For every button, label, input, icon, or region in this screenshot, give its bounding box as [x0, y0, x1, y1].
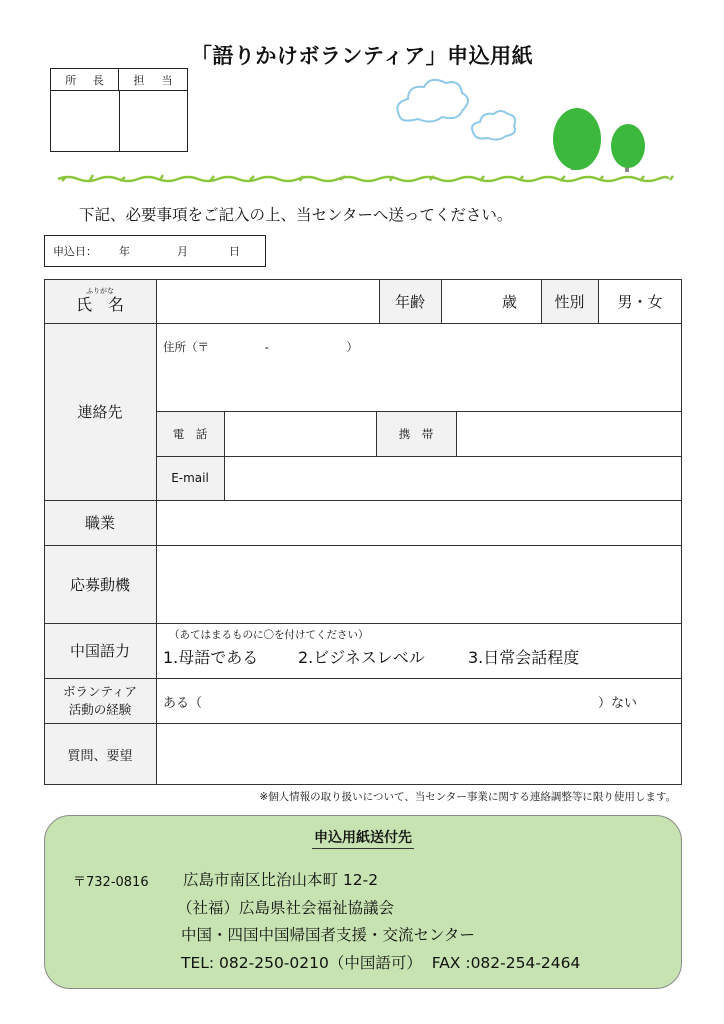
- year-label: 年: [119, 245, 130, 258]
- cloud-icon: [472, 111, 515, 140]
- contact-label: 連絡先: [44, 323, 156, 500]
- gender-options[interactable]: 男・女: [617, 292, 663, 311]
- instruction-text: 下記、必要事項をご記入の上、当センターへ送ってください。: [79, 206, 513, 224]
- destination-title: 申込用紙送付先: [45, 827, 681, 847]
- phone-label: 電 話: [156, 411, 224, 456]
- application-form: [44, 279, 682, 785]
- volunteer-yes: ある（: [163, 696, 203, 711]
- gender-label: 性別: [541, 279, 598, 323]
- questions-label: 質問、要望: [44, 723, 156, 785]
- volunteer-no: ）ない: [598, 696, 638, 711]
- furigana-label: ふりがな: [86, 287, 114, 295]
- chinese-option-business[interactable]: 2.ビジネスレベル: [298, 648, 425, 667]
- application-date-label: 申込日：: [53, 245, 97, 258]
- scenery-illustration: [0, 62, 724, 192]
- chinese-option-native[interactable]: 1.母語である: [163, 648, 259, 667]
- occupation-label: 職業: [44, 500, 156, 545]
- volunteer-experience-label: ボランティア 活動の経験: [44, 678, 156, 723]
- application-date-field[interactable]: [44, 235, 266, 267]
- destination-panel: [44, 815, 682, 989]
- cloud-icon: [397, 80, 468, 122]
- destination-postal: 〒732-0816: [73, 875, 149, 890]
- chinese-ability-note: （あてはまるものに〇を付けてください）: [169, 629, 369, 641]
- name-label: 氏 名: [75, 295, 124, 314]
- tree-icon: [611, 124, 645, 172]
- mobile-label: 携 帯: [376, 411, 456, 456]
- staff-header: 担 当: [119, 69, 187, 91]
- day-label: 日: [229, 245, 240, 258]
- chinese-option-daily[interactable]: 3.日常会話程度: [468, 648, 580, 667]
- age-unit: 歳: [501, 292, 517, 311]
- age-label: 年齢: [379, 279, 441, 323]
- destination-org-1: （社福）広島県社会福祉協議会: [177, 899, 395, 917]
- grass-icon: [58, 175, 673, 181]
- page-title: 「語りかけボランティア」申込用紙: [190, 44, 534, 68]
- tree-icon: [553, 108, 601, 170]
- privacy-notice: ※個人情報の取り扱いについて、当センター事業に関する連絡調整等に限り使用します。: [259, 791, 676, 803]
- director-header: 所 長: [51, 69, 119, 91]
- form-grid: [44, 279, 682, 785]
- motivation-label: 応募動機: [44, 545, 156, 623]
- destination-address: 広島市南区比治山本町 12-2: [183, 871, 379, 889]
- chinese-ability-label: 中国語力: [44, 623, 156, 678]
- address-input[interactable]: 住所（〒 - ）: [163, 340, 358, 354]
- destination-contact: TEL: 082-250-0210（中国語可） FAX :082-254-2464: [181, 954, 581, 972]
- destination-org-2: 中国・四国中国帰国者支援・交流センター: [181, 926, 475, 944]
- email-label: E-mail: [156, 456, 224, 500]
- month-label: 月: [177, 245, 188, 258]
